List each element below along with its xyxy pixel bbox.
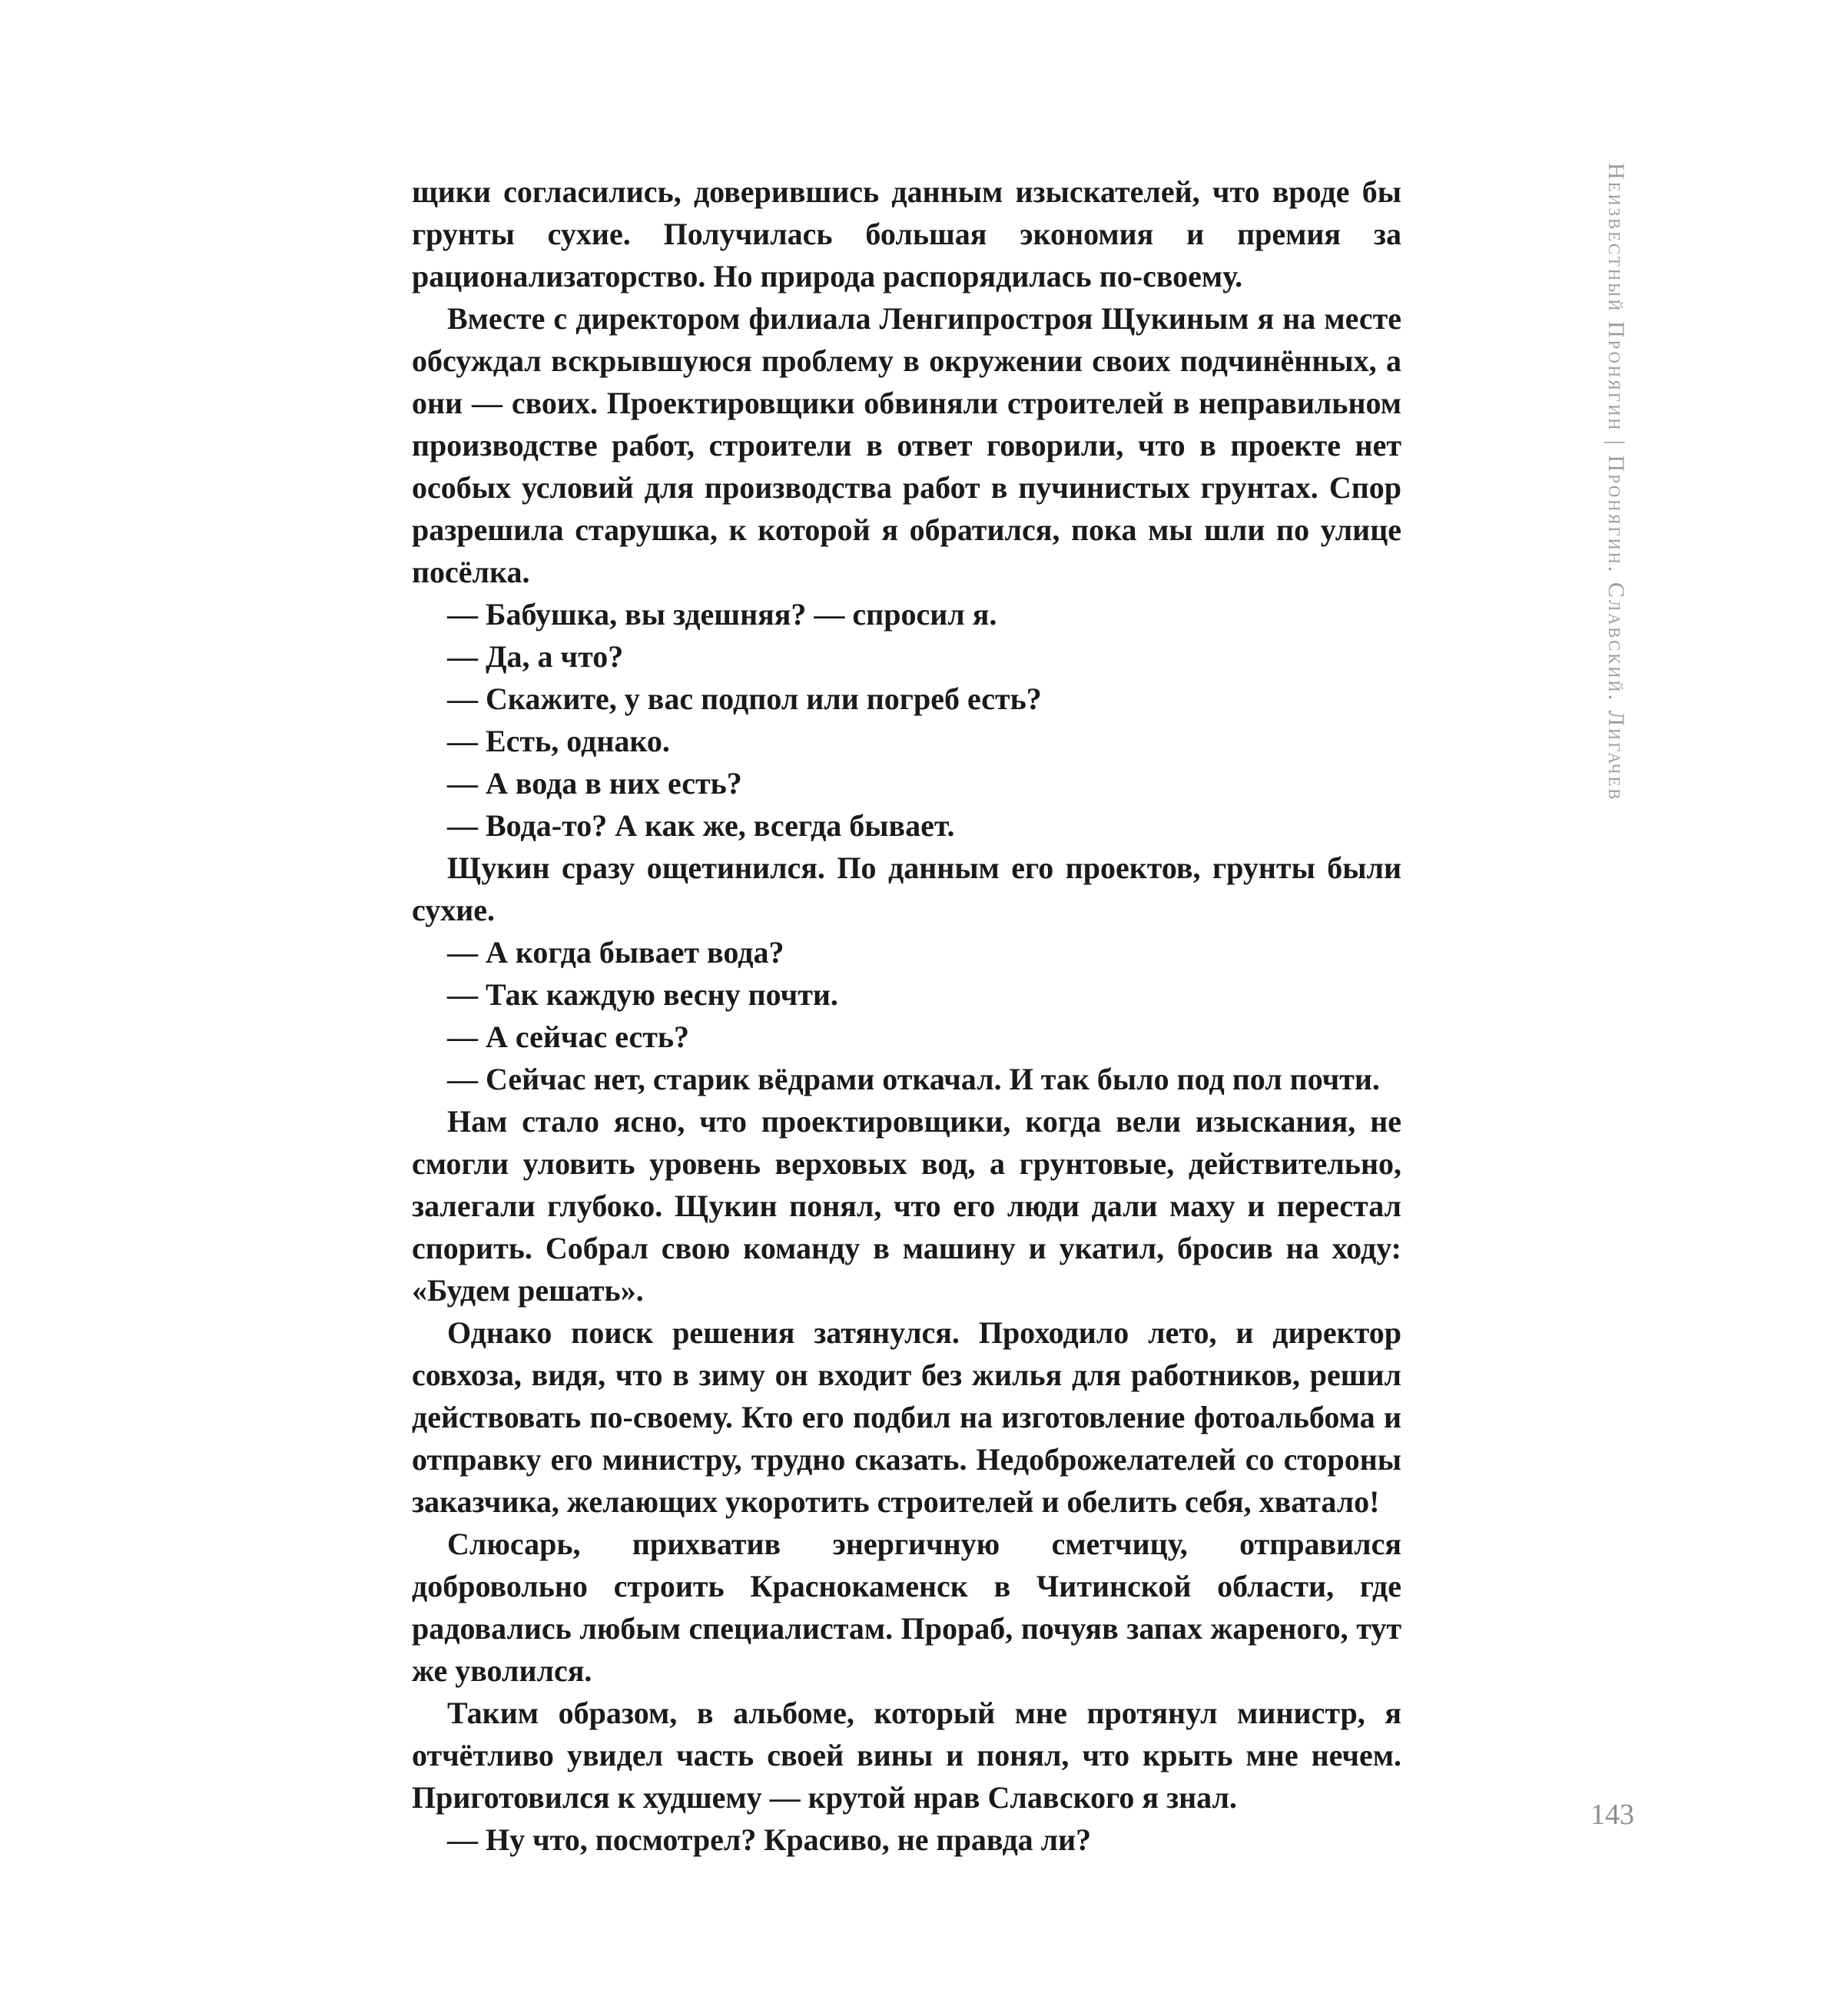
body-text [412,171,1401,1861]
paragraph: — Сейчас нет, старик вёдрами откачал. И так было под пол почти. [447,1062,1380,1096]
paragraph: — Да, а что? [447,639,624,674]
page-number: 143 [1590,1799,1634,1831]
paragraph: Слюсарь, прихватив энергичную сметчицу, отправился добровольно строить Краснокаменск в Читинской области, где радовались любым специалистам. Прораб, почуяв запах жареного, тут же уволился. [412,1527,1401,1688]
paragraph: — Скажите, у вас подпол или погреб есть? [447,681,1042,716]
paragraph: Нам стало ясно, что проектировщики, когда вели изыскания, не смогли уловить уровень верховых вод, а грунтовые, действительно, залегали глубоко. Щукин понял, что его люди дали маху и перестал спорить. Собрал свою команду в машину и укатил, бросив на ходу: «Будем решать». [412,1104,1401,1308]
paragraph: — Так каждую весну почти. [447,977,838,1012]
paragraph: — Ну что, посмотрел? Красиво, не правда ли? [447,1822,1092,1857]
paragraph: — Вода-то? А как же, всегда бывает. [447,808,955,843]
paragraph: — А вода в них есть? [447,766,742,801]
paragraph: — А сейчас есть? [447,1020,690,1054]
paragraph: — Есть, однако. [447,724,670,758]
paragraph: щики согласились, доверившись данным изыскателей, что вроде бы грунты сухие. Получилась большая экономия и премия за рационализаторство. Но природа распорядилась по-своему. [412,174,1401,293]
paragraph: — А когда бывает вода? [447,935,784,970]
paragraph: Таким образом, в альбоме, который мне протянул министр, я отчётливо увидел часть своей вины и понял, что крыть мне нечем. Приготовился к худшему — крутой нрав Славского я знал. [412,1696,1401,1815]
running-title: Неизвестный Пронягин | Пронягин. Славский. Лигачев [1604,163,1629,802]
paragraph: — Бабушка, вы здешняя? — спросил я. [447,597,997,632]
paragraph: Вместе с директором филиала Ленгипростроя Щукиным я на месте обсуждал вскрывшуюся проблему в окружении своих подчинённых, а они — своих. Проектировщики обвиняли строителей в неправильном производстве работ, строители в ответ говорили, что в проекте нет особых условий для производства работ в пучинистых грунтах. Спор разрешила старушка, к которой я обратился, пока мы шли по улице посёлка. [412,301,1401,589]
paragraph: Щукин сразу ощетинился. По данным его проектов, грунты были сухие. [412,850,1401,927]
paragraph: Однако поиск решения затянулся. Проходило лето, и директор совхоза, видя, что в зиму он входит без жилья для работников, решил действовать по-своему. Кто его подбил на изготовление фотоальбома и отправку его министру, трудно сказать. Недоброжелателей со стороны заказчика, желающих укоротить строителей и обелить себя, хватало! [412,1315,1401,1519]
